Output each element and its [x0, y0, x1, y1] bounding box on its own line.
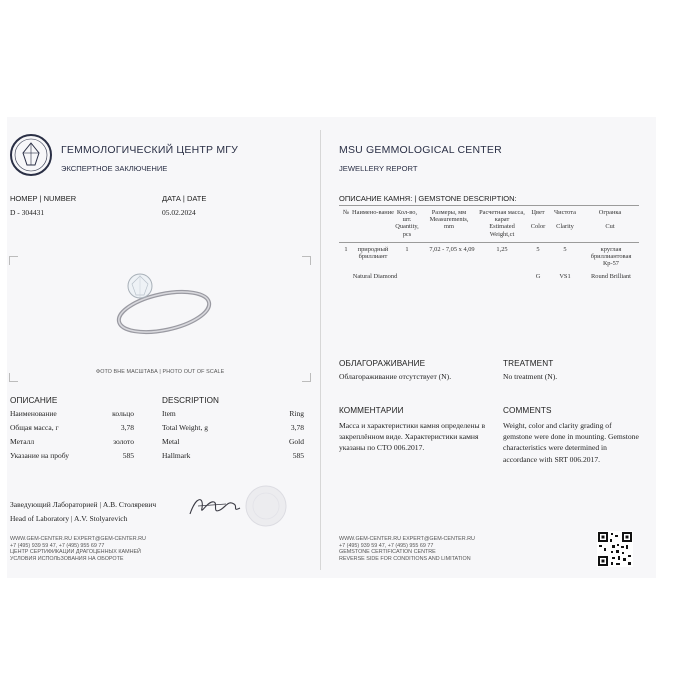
cell-color-ru: 5 [536, 246, 540, 253]
head-ru: Заведующий Лабораторией | А.В. Столяревич [10, 500, 157, 509]
treatment-en-title: TREATMENT [503, 359, 554, 368]
doc-type-ru: ЭКСПЕРТНОЕ ЗАКЛЮЧЕНИЕ [61, 164, 168, 173]
desc-en-value: Gold [289, 437, 304, 446]
head-en: Head of Laboratory | A.V. Stolyarevich [10, 514, 128, 523]
desc-en-label: Total Weight, g [162, 423, 209, 432]
desc-en-label: Metal [162, 437, 180, 446]
desc-ru-label: Указание на пробу [10, 451, 70, 460]
desc-ru-value: золото [113, 437, 134, 446]
desc-en-value: Ring [289, 409, 304, 418]
desc-ru-label: Металл [10, 437, 35, 446]
cell-weight: 1,25 [496, 246, 508, 253]
hologram-seal [244, 484, 288, 528]
table-top-rule [339, 205, 639, 206]
enhancement-ru-title: ОБЛАГОРАЖИВАНИЕ [339, 359, 426, 368]
cell-name-en: Natural Diamond [352, 273, 398, 280]
gem-description-title: ОПИСАНИЕ КАМНЯ: | GEMSTONE DESCRIPTION: [339, 194, 517, 203]
doc-type-en: JEWELLERY REPORT [339, 164, 418, 173]
desc-ru-label: Наименование [10, 409, 57, 418]
col-header-clarity: Чистота Clarity [554, 209, 576, 231]
number-label: НОМЕР | NUMBER [10, 194, 77, 203]
page-divider [320, 130, 321, 570]
treatment-en-text: No treatment (N). [503, 372, 558, 381]
cell-name-ru: природный бриллиант [357, 246, 389, 261]
comments-ru-text: Масса и характеристики камня определены в закреплённом виде. Характеристики камня указаны по СТО 006.2017. [339, 421, 486, 453]
right-org-title: MSU GEMMOLOGICAL CENTER [339, 144, 502, 156]
desc-en-title: DESCRIPTION [162, 396, 220, 405]
col-header-cut: Огранка Cut [598, 209, 622, 231]
desc-en-value: 3,78 [290, 423, 304, 432]
comments-en-title: COMMENTS [503, 406, 552, 415]
cell-cut-ru: круглая бриллиантовая Кр-57 [590, 246, 632, 268]
desc-en-label: Hallmark [162, 451, 191, 460]
comments-en-text: Weight, color and clarity grading of gemstone were done in mounting. Gemstone characteristics were determined in accordance with SRT 006.2017. [503, 421, 639, 464]
enhancement-ru-text: Облагораживание отсутствует (N). [339, 372, 452, 381]
ring-photo [100, 262, 220, 357]
cell-measurements: 7,02 - 7,05 x 4,09 [429, 246, 475, 253]
date-value: 05.02.2024 [162, 208, 196, 217]
comments-ru-title: КОММЕНТАРИИ [339, 406, 404, 415]
desc-ru-value: кольцо [112, 409, 134, 418]
desc-ru-label: Общая масса, г [10, 423, 59, 432]
date-label: ДАТА | DATE [162, 194, 207, 203]
col-header-no: № [342, 209, 350, 216]
desc-en-label: Item [162, 409, 176, 418]
cell-clarity-en: VS1 [559, 273, 571, 280]
col-header-meas: Размеры, мм Measurements, mm [429, 209, 469, 231]
photo-caption: ФОТО ВНЕ МАСШТАБА | PHOTO OUT OF SCALE [96, 369, 225, 375]
qr-code-icon [597, 531, 633, 567]
msu-logo-icon [9, 133, 53, 177]
left-footer: WWW.GEM-CENTER.RU EXPERT@GEM-CENTER.RU +7 (495) 939 59 47, +7 (495) 955 69 77 ЦЕНТР СЕРТИФИКАЦИИ ДРАГОЦЕННЫХ КАМНЕЙ УСЛОВИЯ ИСПОЛЬЗОВАНИЯ НА ОБОРОТЕ [10, 536, 146, 562]
col-header-name: Наимено-вание [352, 209, 394, 216]
col-header-qty: Кол-во, шт. Quantity, pcs [395, 209, 419, 238]
cell-cut-en: Round Brilliant [591, 273, 631, 280]
desc-ru-title: ОПИСАНИЕ [10, 396, 58, 405]
desc-ru-value: 585 [122, 451, 134, 460]
desc-en-value: 585 [292, 451, 304, 460]
signature [186, 492, 244, 520]
cell-qty: 1 [405, 246, 409, 253]
table-header-rule [339, 242, 639, 243]
right-footer: WWW.GEM-CENTER.RU EXPERT@GEM-CENTER.RU +7 (495) 939 59 47, +7 (495) 955 69 77 GEMSTONE CERTIFICATION CENTRE REVERSE SIDE FOR CONDITIONS AND LIMITATION [339, 536, 475, 562]
cell-color-en: G [535, 273, 541, 280]
number-value: D - 304431 [10, 208, 45, 217]
left-org-title: ГЕММОЛОГИЧЕСКИЙ ЦЕНТР МГУ [61, 144, 239, 156]
cell-clarity-ru: 5 [563, 246, 567, 253]
col-header-color: Цвет Color [530, 209, 546, 231]
desc-ru-value: 3,78 [120, 423, 134, 432]
cell-no: 1 [344, 246, 348, 253]
col-header-weight: Расчетная масса, карат Estimated Weight,ct [479, 209, 525, 238]
